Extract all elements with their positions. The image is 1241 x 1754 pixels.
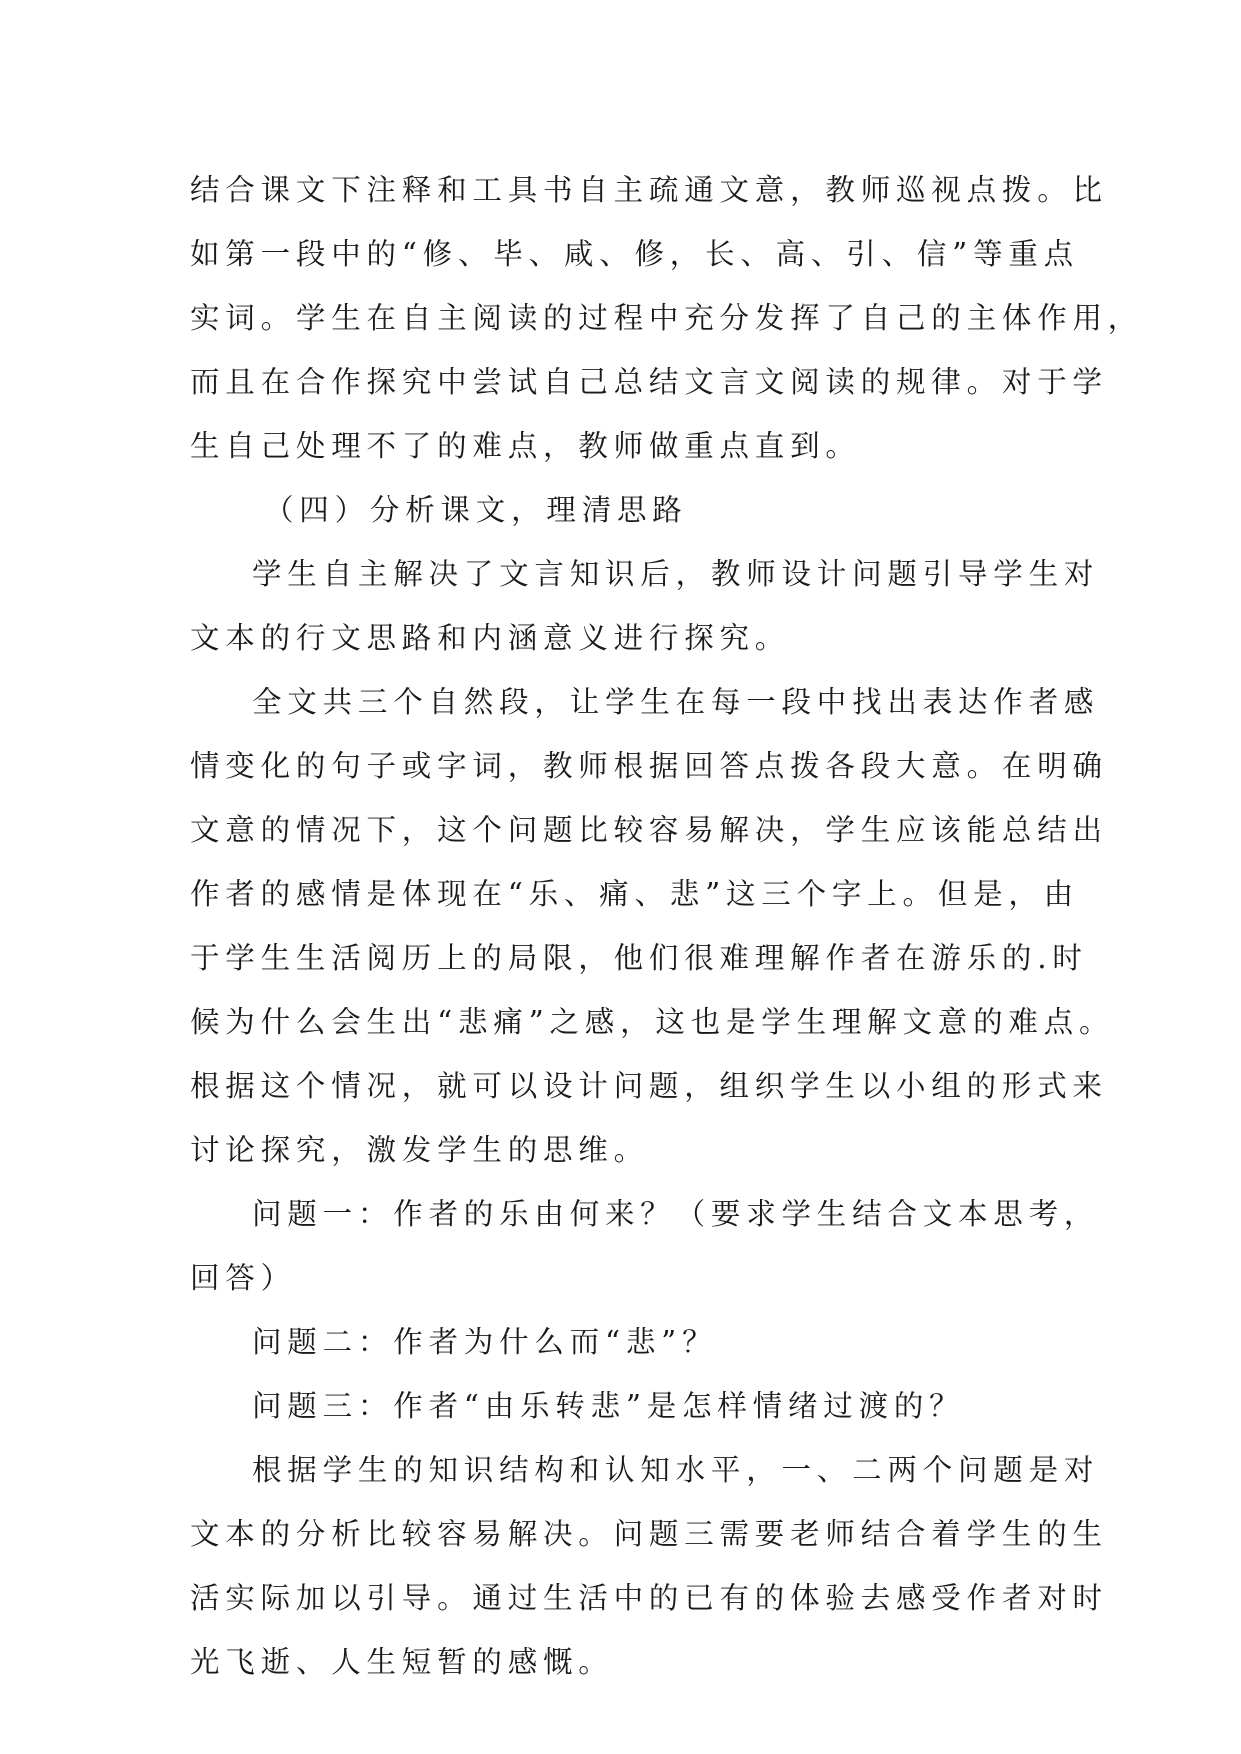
text-line: 活实际加以引导。通过生活中的已有的体验去感受作者对时 <box>190 1581 1108 1615</box>
text-line: 光飞逝、人生短暂的感慨。 <box>190 1645 614 1679</box>
text-line: 结合课文下注释和工具书自主疏通文意，教师巡视点拨。比 <box>190 173 1108 207</box>
question-line: 问题三：作者“由乐转悲”是怎样情绪过渡的？ <box>252 1389 965 1423</box>
document-body <box>190 158 1144 1694</box>
text-line: 根据学生的知识结构和认知水平，一、二两个问题是对 <box>252 1453 1100 1487</box>
question-line: 问题二：作者为什么而“悲”？ <box>252 1325 718 1359</box>
text-line: 实词。学生在自主阅读的过程中充分发挥了自己的主体作用， <box>190 301 1144 335</box>
question-line: 问题一：作者的乐由何来？（要求学生结合文本思考， <box>252 1197 1100 1231</box>
text-line: 讨论探究，激发学生的思维。 <box>190 1133 649 1167</box>
text-line: 根据这个情况，就可以设计问题，组织学生以小组的形式来 <box>190 1069 1108 1103</box>
text-line: 于学生生活阅历上的局限，他们很难理解作者在游乐的.时 <box>190 941 1088 975</box>
section-heading: （四）分析课文，理清思路 <box>264 493 688 527</box>
text-line: 文本的行文思路和内涵意义进行探究。 <box>190 621 791 655</box>
text-line: 情变化的句子或字词，教师根据回答点拨各段大意。在明确 <box>190 749 1108 783</box>
text-line: 文本的分析比较容易解决。问题三需要老师结合着学生的生 <box>190 1517 1108 1551</box>
text-line: 而且在合作探究中尝试自己总结文言文阅读的规律。对于学 <box>190 365 1108 399</box>
text-line: 全文共三个自然段，让学生在每一段中找出表达作者感 <box>252 685 1100 719</box>
text-line: 文意的情况下，这个问题比较容易解决，学生应该能总结出 <box>190 813 1108 847</box>
text-line: 回答） <box>190 1261 296 1295</box>
text-line: 作者的感情是体现在“乐、痛、悲”这三个字上。但是，由 <box>190 877 1079 911</box>
text-line: 生自己处理不了的难点，教师做重点直到。 <box>190 429 861 463</box>
text-line: 候为什么会生出“悲痛”之感，这也是学生理解文意的难点。 <box>190 1005 1115 1039</box>
text-line: 如第一段中的“修、毕、咸、修，长、高、引、信”等重点 <box>190 237 1079 271</box>
text-line: 学生自主解决了文言知识后，教师设计问题引导学生对 <box>252 557 1100 591</box>
